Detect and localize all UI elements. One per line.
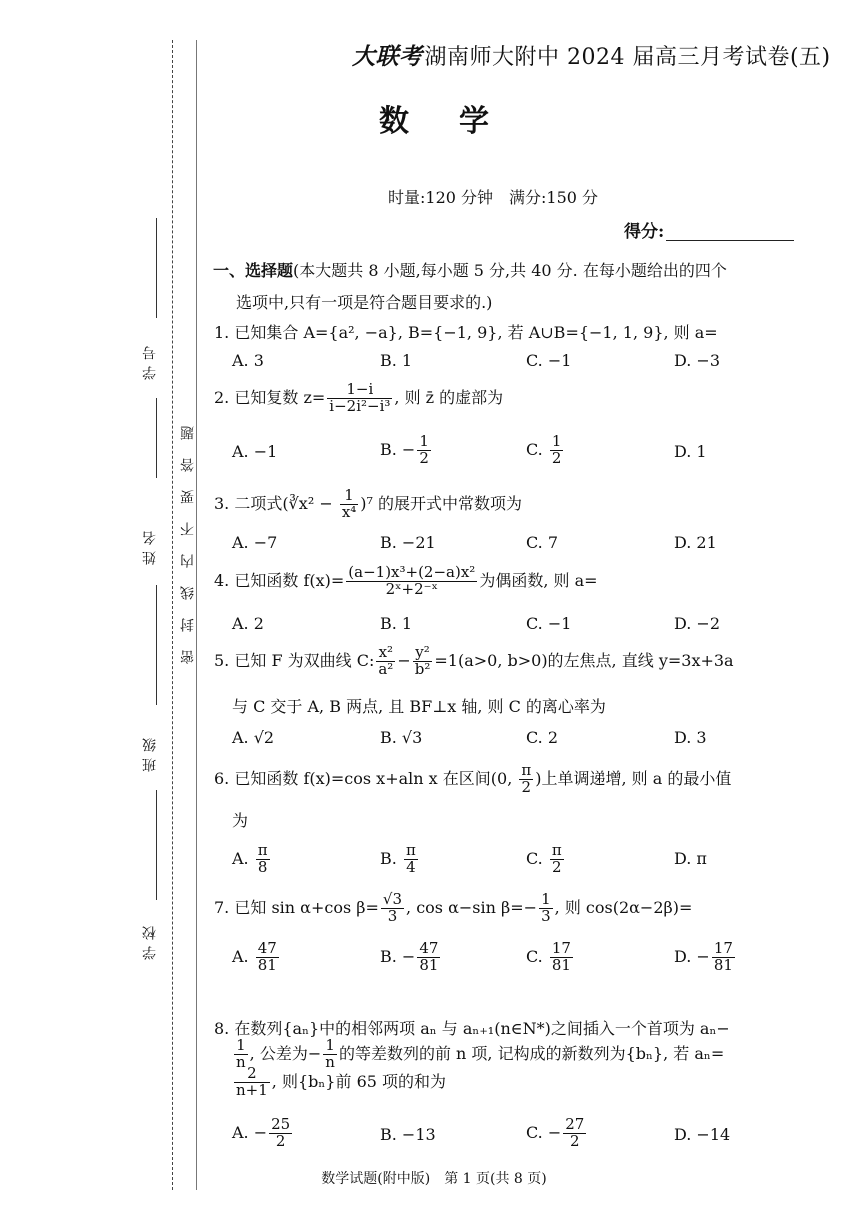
q2-stem-pre: 2. 已知复数 z= <box>214 387 326 407</box>
q7-option-b[interactable] <box>380 941 442 974</box>
q8-frac-3 <box>234 1066 270 1099</box>
margin-label-school: 学校 <box>142 920 158 960</box>
q2-b-frac <box>417 434 431 467</box>
q8-l3-post: , 则{bₙ}前 65 项的和为 <box>271 1071 447 1091</box>
q7-a-den: 81 <box>257 955 277 974</box>
exam-title: 湖南师大附中 2024 届高三月考试卷(五) <box>424 45 831 70</box>
q6-num: π <box>521 761 532 779</box>
q3-expr: (∛x² − <box>282 493 338 513</box>
q7-d-label: D. − <box>674 946 710 966</box>
q7-c-num: 17 <box>551 939 571 957</box>
question-4-stem <box>214 565 598 598</box>
q2-num: 1−i <box>327 382 392 399</box>
q8-a-label: A. − <box>232 1122 268 1142</box>
q7-den2: 3 <box>541 906 551 925</box>
q6-a-frac <box>256 843 270 876</box>
q6-c-num: π <box>551 841 562 859</box>
q6-interval: (0, <box>490 768 518 788</box>
q3-stem-pre: 3. 二项式 <box>214 493 283 513</box>
question-6-stem <box>214 763 731 796</box>
q4-option-a[interactable]: A. 2 <box>232 614 264 633</box>
q2-option-b[interactable] <box>380 434 433 467</box>
margin-label-class: 班级 <box>142 732 158 772</box>
q2-c-num: 1 <box>551 432 562 450</box>
q6-c-den: 2 <box>552 857 562 876</box>
q2-den: i−2i²−i³ <box>329 396 391 415</box>
q1-option-b[interactable]: B. 1 <box>380 351 413 370</box>
q4-num: (a−1)x³+(2−a)x² <box>348 563 476 581</box>
margin-label-student-no: 学号 <box>142 340 158 380</box>
q7-a-label: A. <box>232 946 254 966</box>
q2-b-den: 2 <box>419 448 429 467</box>
q5-option-b[interactable]: B. √3 <box>380 728 423 747</box>
question-5-stem-line2: 与 C 交于 A, B 两点, 且 BF⊥x 轴, 则 C 的离心率为 <box>232 697 606 716</box>
q7-option-c[interactable] <box>526 941 575 974</box>
q3-fraction <box>340 488 358 521</box>
q7-a-frac <box>256 941 279 974</box>
q6-b-label: B. <box>380 848 402 868</box>
q4-den: 2ˣ+2⁻ˣ <box>385 579 438 598</box>
score-label: 得分: <box>624 222 665 242</box>
brand-logo-text: 大联考 <box>352 43 423 70</box>
exam-header <box>352 38 831 71</box>
q7-d-den: 81 <box>713 955 733 974</box>
time-score-info: 时量:120 分钟 满分:150 分 <box>388 188 599 207</box>
q3-option-c[interactable]: C. 7 <box>526 533 559 552</box>
q7-option-a[interactable] <box>232 941 281 974</box>
q6-option-a[interactable] <box>232 843 272 876</box>
q2-stem-post: , 则 z̄ 的虚部为 <box>394 387 504 407</box>
q4-fraction <box>346 565 477 598</box>
question-5-stem <box>214 645 734 678</box>
class-blank[interactable] <box>156 585 157 705</box>
q8-num1: 1 <box>234 1038 248 1055</box>
q8-option-b[interactable]: B. −13 <box>380 1125 436 1144</box>
q8-option-a[interactable] <box>232 1117 294 1150</box>
q5-num1: x² <box>376 645 395 662</box>
seal-notice: 密封线内不要答题 <box>180 408 196 664</box>
q3-option-b[interactable]: B. −21 <box>380 533 436 552</box>
q5-option-a[interactable]: A. √2 <box>232 728 275 747</box>
question-8-stem-line3 <box>232 1066 446 1099</box>
name-blank-upper[interactable] <box>156 398 157 478</box>
q2-option-d[interactable]: D. 1 <box>674 442 707 461</box>
q8-c-den: 2 <box>570 1131 580 1150</box>
section-desc-2: 选项中,只有一项是符合题目要求的.) <box>236 293 493 312</box>
q8-l2-mid: , 公差为− <box>249 1043 322 1063</box>
q4-stem-pre: 4. 已知函数 f(x)= <box>214 570 345 590</box>
q8-a-frac <box>269 1117 292 1150</box>
q5-den2: b² <box>414 659 431 678</box>
subject-title: 数学 <box>379 104 539 139</box>
q7-num1: √3 <box>382 890 403 908</box>
q8-option-c[interactable] <box>526 1117 588 1150</box>
q6-a-num: π <box>257 841 268 859</box>
q8-l2-post: 的等差数列的前 n 项, 记构成的新数列为{bₙ}, 若 aₙ= <box>338 1043 725 1063</box>
q7-b-label: B. − <box>380 946 416 966</box>
q2-c-label: C. <box>526 439 548 459</box>
q4-option-c[interactable]: C. −1 <box>526 614 572 633</box>
q6-option-b[interactable] <box>380 843 420 876</box>
q5-num2: y² <box>413 645 433 662</box>
school-blank[interactable] <box>156 790 157 900</box>
q8-num3: 2 <box>234 1066 270 1083</box>
q3-stem-post: )⁷ 的展开式中常数项为 <box>360 493 523 513</box>
q8-a-den: 2 <box>275 1131 286 1150</box>
q6-b-frac <box>404 843 418 876</box>
question-6-stem-line2: 为 <box>232 811 249 830</box>
q6-b-den: 4 <box>406 857 416 876</box>
q4-option-d[interactable]: D. −2 <box>674 614 721 633</box>
q7-b-frac <box>417 941 440 974</box>
q2-b-num: 1 <box>419 432 429 450</box>
q8-c-label: C. − <box>526 1122 562 1142</box>
q6-a-label: A. <box>232 848 254 868</box>
question-8-stem-line1: 8. 在数列{aₙ}中的相邻两项 aₙ 与 aₙ₊₁(n∈N*)之间插入一个首项为 aₙ− <box>214 1019 730 1038</box>
q2-option-c[interactable] <box>526 434 565 467</box>
q7-option-d[interactable] <box>674 941 737 974</box>
q1-option-d[interactable]: D. −3 <box>674 351 721 370</box>
q7-b-den: 81 <box>419 955 439 974</box>
q8-den1: n <box>236 1052 246 1071</box>
q1-option-c[interactable]: C. −1 <box>526 351 572 370</box>
q3-option-a[interactable]: A. −7 <box>232 533 278 552</box>
q4-stem-post: 为偶函数, 则 a= <box>479 570 598 590</box>
q7-num2: 1 <box>541 890 551 908</box>
q2-fraction <box>327 382 392 415</box>
q8-a-num: 25 <box>271 1115 291 1133</box>
section-title: 一、选择题 <box>213 261 294 280</box>
page-footer: 数学试题(附中版) 第 1 页(共 8 页) <box>321 1171 547 1187</box>
q8-den3: n+1 <box>236 1080 268 1099</box>
q6-stem-pre: 6. 已知函数 f(x)=cos x+aln x 在区间 <box>214 768 491 788</box>
score-blank-line[interactable] <box>666 240 794 241</box>
question-1-stem: 1. 已知集合 A={a², −a}, B={−1, 9}, 若 A∪B={−1, 1, 9}, 则 a= <box>214 323 718 342</box>
q7-stem-pre: 7. 已知 sin α+cos β= <box>214 897 379 917</box>
q5-frac-2 <box>413 645 433 678</box>
q8-c-frac <box>563 1117 586 1150</box>
q7-d-num: 17 <box>713 939 733 957</box>
q7-stem-post: , 则 cos(2α−2β)= <box>554 897 693 917</box>
q6-fraction <box>519 763 533 796</box>
q8-num2: 1 <box>323 1038 337 1055</box>
q6-c-label: C. <box>526 848 548 868</box>
q5-frac-1 <box>376 645 395 678</box>
q7-a-num: 47 <box>257 939 277 957</box>
q6-option-d[interactable]: D. π <box>674 849 707 868</box>
q6-b-num: π <box>405 841 416 859</box>
q2-b-label: B. − <box>380 439 416 459</box>
q3-num: 1 <box>340 488 358 505</box>
q7-den1: 3 <box>387 906 398 925</box>
q5-stem-pre: 5. 已知 F 为双曲线 C: <box>214 650 375 670</box>
q1-option-a[interactable]: A. 3 <box>232 351 264 370</box>
q7-c-label: C. <box>526 946 548 966</box>
q6-option-c[interactable] <box>526 843 566 876</box>
q7-mid: , cos α−sin β=− <box>406 897 538 917</box>
student-no-blank[interactable] <box>156 218 157 318</box>
q3-option-d[interactable]: D. 21 <box>674 533 717 552</box>
q5-option-d[interactable]: D. 3 <box>674 728 707 747</box>
q7-b-num: 47 <box>419 939 439 957</box>
q5-option-c[interactable]: C. 2 <box>526 728 559 747</box>
q7-c-den: 81 <box>551 955 571 974</box>
q2-c-den: 2 <box>551 448 562 467</box>
binding-dashed-line <box>172 40 173 1190</box>
q6-stem-post: )上单调递增, 则 a 的最小值 <box>535 768 732 788</box>
question-3-stem <box>214 488 522 521</box>
q7-d-frac <box>712 941 735 974</box>
section-desc: (本大题共 8 小题,每小题 5 分,共 40 分. 在每小题给出的四个 <box>293 261 727 280</box>
q8-den2: n <box>325 1052 335 1071</box>
q2-option-a[interactable]: A. −1 <box>232 442 278 461</box>
question-7-stem <box>214 892 692 925</box>
q3-den: x⁴ <box>341 502 357 521</box>
q5-mid: − <box>397 650 411 670</box>
q4-option-b[interactable]: B. 1 <box>380 614 413 633</box>
question-2-stem <box>214 382 503 415</box>
q7-frac-2 <box>539 892 553 925</box>
q6-a-den: 8 <box>257 857 268 876</box>
q2-c-frac <box>550 434 564 467</box>
q7-frac-1 <box>381 892 404 925</box>
section-heading <box>213 258 727 281</box>
q5-den1: a² <box>378 659 394 678</box>
margin-label-name: 姓名 <box>142 525 158 565</box>
q8-option-d[interactable]: D. −14 <box>674 1125 731 1144</box>
q6-den: 2 <box>521 777 532 796</box>
q7-c-frac <box>550 941 573 974</box>
q5-stem-post: =1(a>0, b>0)的左焦点, 直线 y=3x+3a <box>434 650 734 670</box>
q8-c-num: 27 <box>565 1115 585 1133</box>
q6-c-frac <box>550 843 564 876</box>
